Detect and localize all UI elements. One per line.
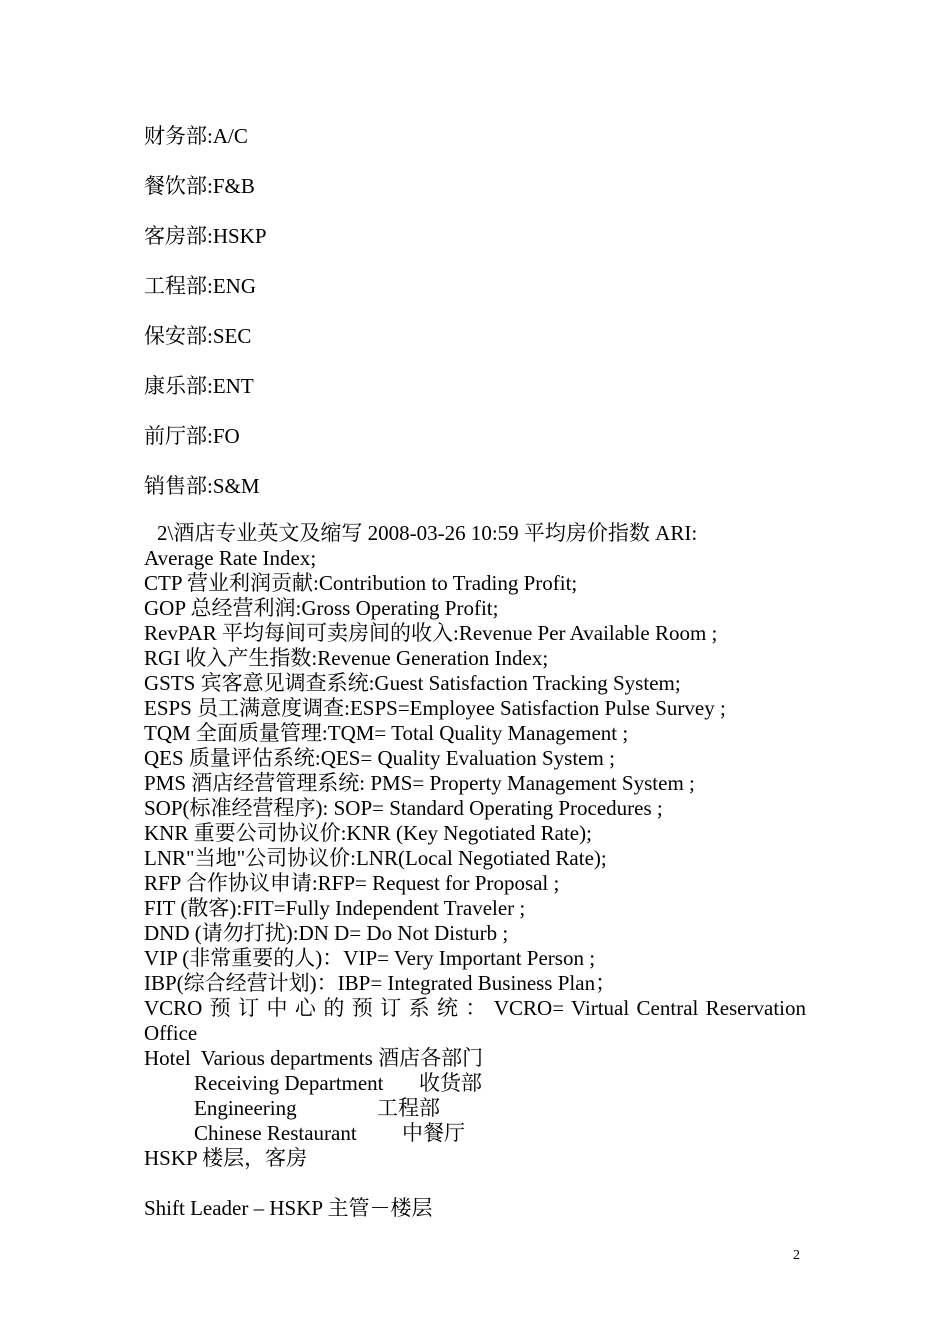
abbreviation-item: DND (请勿打扰):DN D= Do Not Disturb ;: [144, 921, 509, 945]
various-departments-heading: Hotel Various departments 酒店各部门: [144, 1046, 484, 1070]
department-item: 保安部:SEC: [144, 324, 252, 348]
department-row-chinese: 工程部: [377, 1096, 440, 1120]
abbreviation-item: CTP 营业利润贡献:Contribution to Trading Profit;: [144, 571, 578, 595]
abbreviation-item: ESPS 员工满意度调查:ESPS=Employee Satisfaction Pulse Survey ;: [144, 696, 726, 720]
abbreviation-item: RFP 合作协议申请:RFP= Request for Proposal ;: [144, 871, 560, 895]
department-row: [144, 1096, 806, 1121]
abbreviation-item: RGI 收入产生指数:Revenue Generation Index;: [144, 646, 549, 670]
abbreviation-item: SOP(标准经营程序): SOP= Standard Operating Procedures ;: [144, 796, 663, 820]
blank-line: [144, 1171, 806, 1196]
abbreviation-item: LNR"当地"公司协议价:LNR(Local Negotiated Rate);: [144, 846, 607, 870]
abbreviation-item: TQM 全面质量管理:TQM= Total Quality Management ;: [144, 721, 629, 745]
department-item: 前厅部:FO: [144, 424, 240, 448]
abbreviation-item: RevPAR 平均每间可卖房间的收入:Revenue Per Available Room ;: [144, 621, 718, 645]
abbreviation-item: VIP (非常重要的人)：VIP= Very Important Person ;: [144, 946, 596, 970]
department-row: [144, 1071, 806, 1096]
abbreviation-item: IBP(综合经营计划)：IBP= Integrated Business Plan；: [144, 971, 617, 995]
department-item: 康乐部:ENT: [144, 374, 254, 398]
abbreviation-item: FIT (散客):FIT=Fully Independent Traveler ;: [144, 896, 526, 920]
department-row-chinese: 中餐厅: [402, 1121, 465, 1145]
department-item: 餐饮部:F&B: [144, 174, 255, 198]
abbreviation-item: GSTS 宾客意见调查系统:Guest Satisfaction Tracking System;: [144, 671, 681, 695]
abbreviations-intro: 2\酒店专业英文及缩写 2008-03-26 10:59 平均房价指数 ARI:: [157, 521, 698, 545]
abbreviation-item: GOP 总经营利润:Gross Operating Profit;: [144, 596, 499, 620]
department-list: [144, 122, 806, 522]
abbreviation-item: PMS 酒店经营管理系统: PMS= Property Management System ;: [144, 771, 695, 795]
department-item: 工程部:ENG: [144, 274, 256, 298]
department-item: 客房部:HSKP: [144, 224, 267, 248]
page-number: 2: [793, 1248, 800, 1263]
abbreviations-body: [144, 521, 806, 1221]
department-item: 销售部:S&M: [144, 474, 260, 498]
abbreviation-item: QES 质量评估系统:QES= Quality Evaluation System ;: [144, 746, 615, 770]
department-row-english: Receiving Department: [194, 1071, 384, 1095]
abbreviations-intro-continued: Average Rate Index;: [144, 546, 317, 570]
shift-leader-line: Shift Leader – HSKP 主管－楼层: [144, 1196, 433, 1220]
vcro-line-continued: Office: [144, 1021, 198, 1045]
department-row: [144, 1121, 806, 1146]
abbreviation-item: KNR 重要公司协议价:KNR (Key Negotiated Rate);: [144, 821, 592, 845]
department-row-english: Engineering: [194, 1096, 297, 1120]
department-row-english: Chinese Restaurant: [194, 1121, 357, 1145]
department-row-chinese: 收货部: [419, 1071, 482, 1095]
hskp-line: HSKP 楼层，客房: [144, 1146, 308, 1170]
department-item: 财务部:A/C: [144, 124, 248, 148]
vcro-line: VCRO 预 订 中 心 的 预 订 系 统 ： VCRO= Virtual Central Reservation: [144, 996, 806, 1020]
